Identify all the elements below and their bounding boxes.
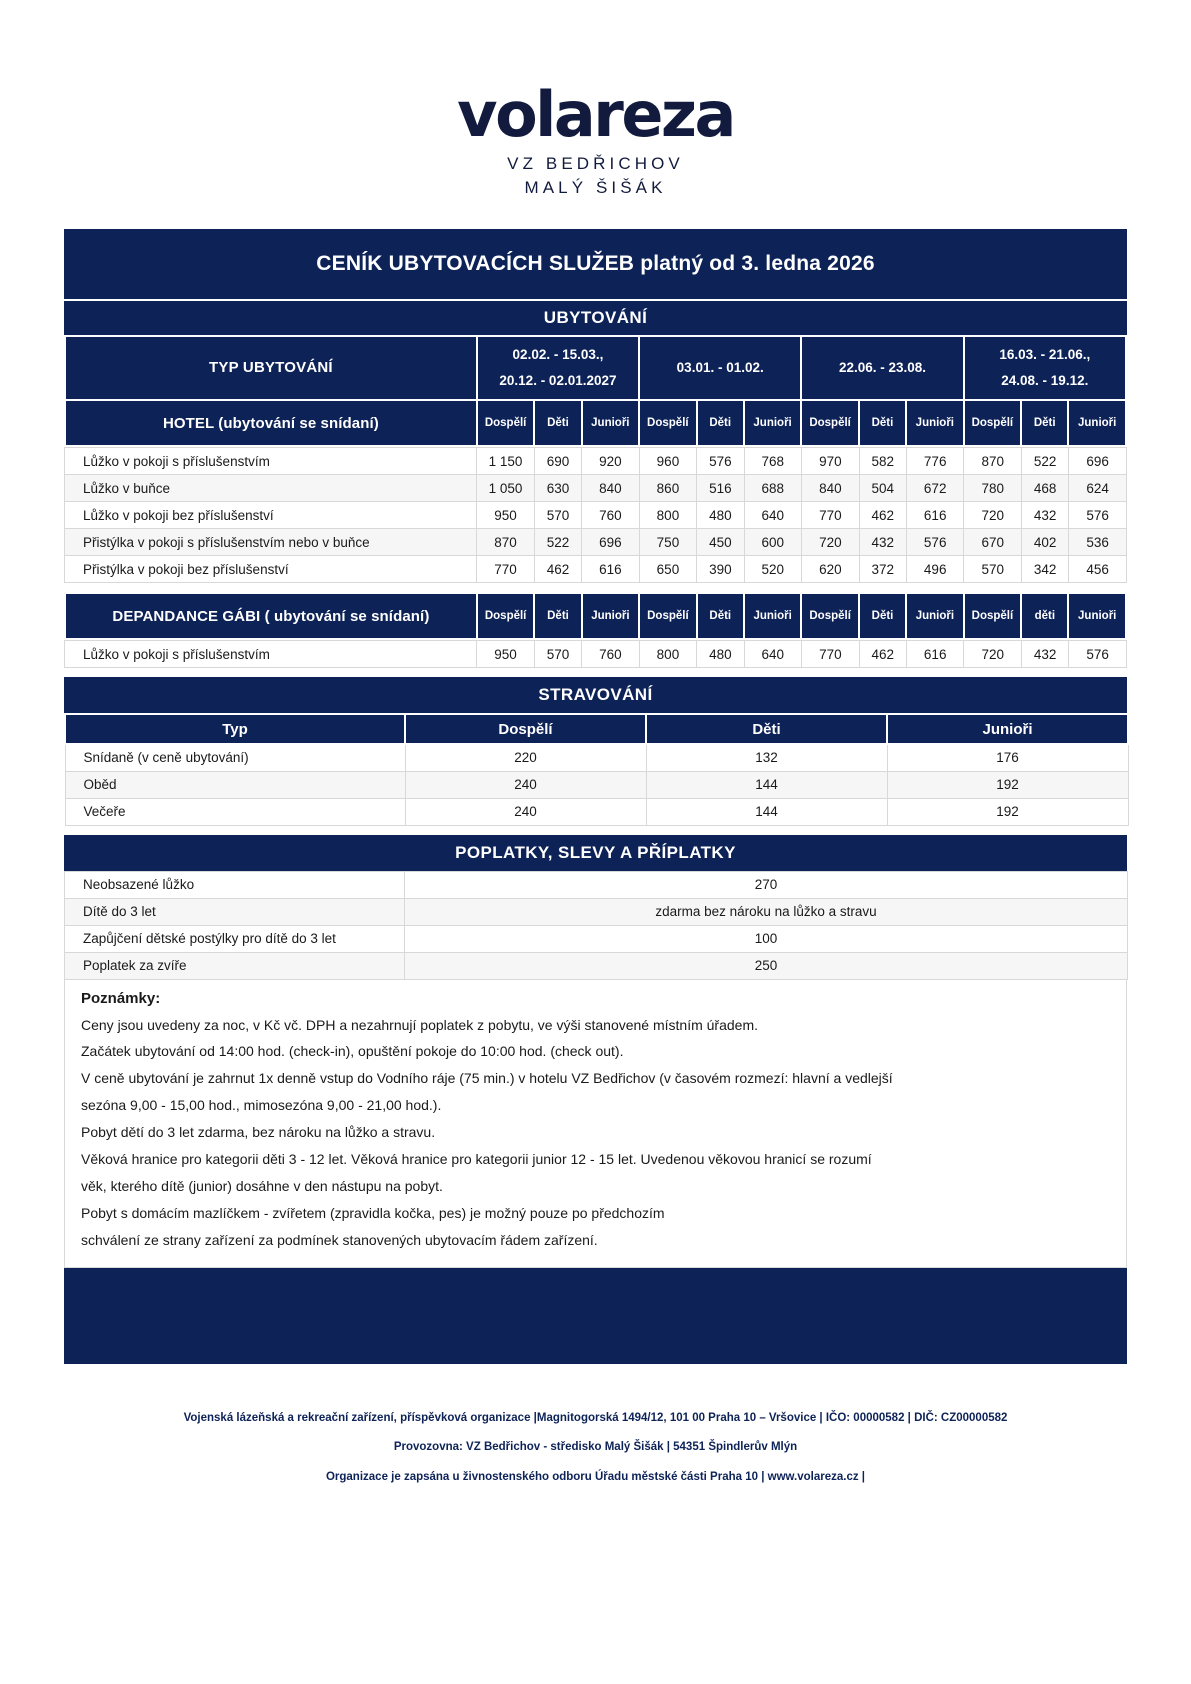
fee-value: 270 (405, 871, 1128, 898)
footer-line-registration: Organizace je zapsána u živnostenského odboru Úřadu městské části Praha 10 | www.volareza.cz | (325, 1470, 866, 1483)
note-line: Ceny jsou uvedeny za noc, v Kč vč. DPH a nezahrnují poplatek z pobytu, ve výši stanovené místním úřadem. (81, 1016, 759, 1033)
table-row (65, 529, 1127, 556)
price-cell: 616 (906, 641, 964, 668)
depandance-price-table (64, 640, 1127, 668)
notes-block (64, 980, 1127, 1269)
price-cell: 760 (582, 641, 640, 668)
row-label: Zapůjčení dětské postýlky pro dítě do 3 let (65, 925, 405, 952)
price-cell: 688 (744, 475, 802, 502)
hotel-cat-header: Děti (1021, 400, 1068, 446)
price-cell: 870 (964, 448, 1022, 475)
catering-header-cell: Dospělí (405, 714, 646, 744)
row-label: Dítě do 3 let (65, 898, 405, 925)
price-cell: 432 (859, 529, 906, 556)
price-cell: 402 (1022, 529, 1069, 556)
depandance-cat-header: Junioři (906, 593, 964, 639)
depandance-cat-header: Dospělí (964, 593, 1022, 639)
note-line: věk, kterého dítě (junior) dosáhne v den nástupu na pobyt. (81, 1177, 443, 1194)
price-sheet (64, 229, 1127, 1364)
hotel-cat-header: Junioři (582, 400, 640, 446)
price-cell: 840 (582, 475, 640, 502)
row-label: Poplatek za zvíře (65, 952, 405, 979)
price-cell: 144 (646, 798, 887, 825)
table-row (65, 448, 1127, 475)
season-2-line1: 03.01. - 01.02. (676, 360, 764, 376)
price-cell: 432 (1022, 502, 1069, 529)
row-label: Lůžko v buňce (65, 475, 477, 502)
price-cell: 462 (859, 641, 906, 668)
price-cell: 456 (1069, 556, 1127, 583)
price-cell: 960 (639, 448, 697, 475)
depandance-cat-header: Junioři (1068, 593, 1126, 639)
depandance-cat-header: Děti (697, 593, 744, 639)
row-label: Přistýlka v pokoji bez příslušenství (65, 556, 477, 583)
price-cell: 650 (639, 556, 697, 583)
price-cell: 770 (802, 502, 860, 529)
season-1-line1: 02.02. - 15.03., (512, 347, 604, 363)
price-cell: 570 (534, 502, 581, 529)
price-cell: 870 (477, 529, 535, 556)
price-cell: 450 (697, 529, 744, 556)
depandance-cat-header: Dospělí (639, 593, 697, 639)
price-cell: 950 (477, 641, 535, 668)
note-line: Pobyt s domácím mazlíčkem - zvířetem (zpravidla kočka, pes) je možný pouze po předchozím (81, 1204, 665, 1221)
price-cell: 132 (646, 744, 887, 771)
price-cell: 144 (646, 771, 887, 798)
row-label: Večeře (65, 798, 405, 825)
hotel-cat-header: Junioři (1068, 400, 1126, 446)
logo-subtitle-location: MALÝ ŠIŠÁK (524, 177, 667, 197)
price-cell: 920 (582, 448, 640, 475)
price-cell: 372 (859, 556, 906, 583)
depandance-cat-header: Dospělí (801, 593, 859, 639)
section-header-poplatky: POPLATKY, SLEVY A PŘÍPLATKY (64, 835, 1127, 871)
price-cell: 192 (887, 798, 1128, 825)
price-cell: 776 (906, 448, 964, 475)
hotel-cat-header: Děti (534, 400, 581, 446)
price-cell: 390 (697, 556, 744, 583)
spacer (64, 668, 1127, 677)
price-cell: 520 (744, 556, 802, 583)
price-cell: 220 (405, 744, 646, 771)
price-cell: 570 (964, 556, 1022, 583)
price-cell: 840 (802, 475, 860, 502)
table-row (65, 871, 1128, 898)
price-cell: 970 (802, 448, 860, 475)
note-line: Pobyt dětí do 3 let zdarma, bez nároku na lůžko a stravu. (81, 1124, 436, 1140)
depandance-cat-header: Junioři (582, 593, 640, 639)
price-cell: 600 (744, 529, 802, 556)
footer-line-org: Vojenská lázeňská a rekreační zařízení, příspěvková organizace |Magnitogorská 1494/12, 101 00 Praha 10 – Vršovice | IČO: 00000582 | DIČ: CZ00000582 (183, 1412, 1008, 1424)
row-label: Oběd (65, 771, 405, 798)
price-cell: 570 (534, 641, 581, 668)
season-header-3 (801, 336, 963, 400)
price-cell: 576 (1069, 641, 1127, 668)
price-cell: 690 (534, 448, 581, 475)
footer-line-branch: Provozovna: VZ Bedřichov - středisko Malý Šišák | 54351 Špindlerův Mlýn (393, 1441, 798, 1454)
hotel-cat-header: Děti (859, 400, 906, 446)
depandance-name: DEPANDANCE GÁBI ( ubytování se snídaní) (65, 593, 477, 639)
row-label: Lůžko v pokoji s příslušenstvím (65, 448, 477, 475)
depandance-category-header-row (65, 593, 1126, 639)
fee-value: zdarma bez nároku na lůžko a stravu (405, 898, 1128, 925)
price-cell: 468 (1022, 475, 1069, 502)
price-cell: 536 (1069, 529, 1127, 556)
hotel-category-header-row (65, 400, 1126, 446)
catering-table (64, 713, 1129, 826)
table-row (65, 556, 1127, 583)
price-cell: 770 (477, 556, 535, 583)
section-header-ubytovani: UBYTOVÁNÍ (64, 299, 1127, 335)
price-cell: 750 (639, 529, 697, 556)
season-1-line2: 20.12. - 02.01.2027 (499, 373, 617, 388)
note-line: schválení ze strany zařízení za podmínek stanovených ubytovacím řádem zařízení. (81, 1231, 598, 1248)
price-cell: 624 (1069, 475, 1127, 502)
price-cell: 640 (744, 502, 802, 529)
hotel-cat-header: Dospělí (801, 400, 859, 446)
price-cell: 462 (534, 556, 581, 583)
depandance-cat-header: Děti (859, 593, 906, 639)
price-cell: 176 (887, 744, 1128, 771)
hotel-name: HOTEL (ubytování se snídaní) (65, 400, 477, 446)
price-cell: 1 150 (477, 448, 535, 475)
hotel-cat-header: Junioři (744, 400, 802, 446)
row-label: Lůžko v pokoji s příslušenstvím (65, 641, 477, 668)
hotel-price-table (64, 447, 1127, 583)
price-cell: 576 (697, 448, 744, 475)
row-label: Neobsazené lůžko (65, 871, 405, 898)
price-cell: 462 (859, 502, 906, 529)
price-cell: 760 (582, 502, 640, 529)
document-footer (64, 1404, 1127, 1492)
season-header-4 (964, 336, 1126, 400)
price-cell: 720 (964, 502, 1022, 529)
hotel-cat-header: Dospělí (639, 400, 697, 446)
note-line: Začátek ubytování od 14:00 hod. (check-in), opuštění pokoje do 10:00 hod. (check out). (81, 1043, 624, 1060)
note-line: Věková hranice pro kategorii děti 3 - 12 let. Věková hranice pro kategorii junior 12 - 15 let. Uvedenou věkovou hranicí se rozumí (81, 1150, 872, 1167)
season-4-line1: 16.03. - 21.06., (999, 347, 1091, 363)
price-cell: 860 (639, 475, 697, 502)
accommodation-table (64, 335, 1127, 447)
brand-logo-block (0, 0, 1191, 198)
spacer (64, 826, 1127, 835)
hotel-cat-header: Děti (697, 400, 744, 446)
price-cell: 1 050 (477, 475, 535, 502)
price-cell: 670 (964, 529, 1022, 556)
price-cell: 720 (802, 529, 860, 556)
notes-title: Poznámky: (81, 989, 161, 1007)
section-header-stravovani: STRAVOVÁNÍ (64, 677, 1127, 713)
price-cell: 240 (405, 771, 646, 798)
catering-header-cell: Děti (646, 714, 887, 744)
hotel-cat-header: Junioři (906, 400, 964, 446)
price-cell: 522 (534, 529, 581, 556)
price-cell: 800 (639, 502, 697, 529)
price-cell: 720 (964, 641, 1022, 668)
price-cell: 768 (744, 448, 802, 475)
table-row (65, 502, 1127, 529)
depandance-cat-header: Děti (534, 593, 581, 639)
page-title: CENÍK UBYTOVACÍCH SLUŽEB platný od 3. ledna 2026 (64, 229, 1127, 299)
price-cell: 620 (802, 556, 860, 583)
type-column-header: TYP UBYTOVÁNÍ (65, 336, 477, 400)
price-cell: 522 (1022, 448, 1069, 475)
price-cell: 576 (906, 529, 964, 556)
season-header-row (65, 336, 1126, 400)
row-label: Přistýlka v pokoji s příslušenstvím nebo v buňce (65, 529, 477, 556)
table-row (65, 925, 1128, 952)
price-cell: 240 (405, 798, 646, 825)
hotel-cat-header: Dospělí (964, 400, 1022, 446)
price-cell: 616 (906, 502, 964, 529)
price-cell: 480 (697, 641, 744, 668)
price-cell: 672 (906, 475, 964, 502)
fees-table (64, 871, 1128, 980)
table-row (65, 952, 1128, 979)
logo-wordmark: volareza (457, 78, 734, 151)
fee-value: 250 (405, 952, 1128, 979)
note-line: V ceně ubytování je zahrnut 1x denně vstup do Vodního ráje (75 min.) v hotelu VZ Bedřichov (v časovém rozmezí: hlavní a vedlejší (81, 1070, 893, 1087)
table-row (65, 641, 1127, 668)
season-4-line2: 24.08. - 19.12. (1001, 373, 1089, 388)
price-cell: 342 (1022, 556, 1069, 583)
logo-subtitle-facility: VZ BEDŘICHOV (507, 153, 684, 173)
price-cell: 192 (887, 771, 1128, 798)
price-cell: 480 (697, 502, 744, 529)
depandance-table (64, 592, 1127, 640)
table-row (65, 771, 1128, 798)
price-cell: 504 (859, 475, 906, 502)
spacer (64, 583, 1127, 592)
season-header-2 (639, 336, 801, 400)
depandance-cat-header: děti (1021, 593, 1068, 639)
price-cell: 582 (859, 448, 906, 475)
price-cell: 696 (582, 529, 640, 556)
row-label: Lůžko v pokoji bez příslušenství (65, 502, 477, 529)
price-cell: 950 (477, 502, 535, 529)
price-cell: 696 (1069, 448, 1127, 475)
table-row (65, 744, 1128, 771)
note-line: sezóna 9,00 - 15,00 hod., mimosezóna 9,00 - 21,00 hod.). (81, 1097, 442, 1114)
price-cell: 780 (964, 475, 1022, 502)
table-row (65, 898, 1128, 925)
price-cell: 496 (906, 556, 964, 583)
season-header-1 (477, 336, 639, 400)
bottom-navy-band (64, 1268, 1127, 1364)
price-cell: 800 (639, 641, 697, 668)
price-cell: 576 (1069, 502, 1127, 529)
price-cell: 640 (744, 641, 802, 668)
price-cell: 432 (1022, 641, 1069, 668)
table-row (65, 798, 1128, 825)
season-3-line1: 22.06. - 23.08. (838, 360, 927, 376)
hotel-cat-header: Dospělí (477, 400, 535, 446)
price-cell: 630 (534, 475, 581, 502)
row-label: Snídaně (v ceně ubytování) (65, 744, 405, 771)
price-cell: 770 (802, 641, 860, 668)
catering-header-cell: Junioři (887, 714, 1128, 744)
price-cell: 616 (582, 556, 640, 583)
price-cell: 516 (697, 475, 744, 502)
table-row (65, 475, 1127, 502)
depandance-cat-header: Junioři (744, 593, 802, 639)
catering-header-cell: Typ (65, 714, 405, 744)
fee-value: 100 (405, 925, 1128, 952)
catering-header-row (65, 714, 1128, 744)
depandance-cat-header: Dospělí (477, 593, 535, 639)
